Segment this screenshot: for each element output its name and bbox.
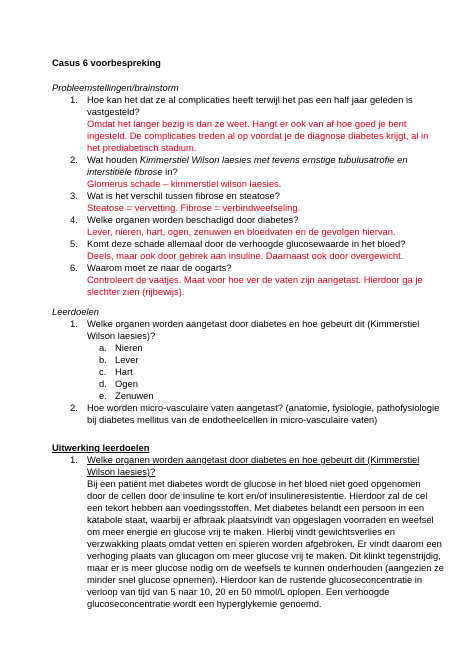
leerdoel-line: Welke organen worden aangetast door diabetes en hoe gebeurt dit (Kimmerstiel: [87, 318, 420, 329]
body-line: door de cellen door de insuline te kort en/of insulineresistentie. Hierdoor zal de cel: [87, 490, 428, 501]
brainstorm-answer-line: Controleert de vaatjes. Maat voor hoe ver de vaten zijn aangetast. Hierdoor ga je: [87, 274, 423, 285]
brainstorm-item-number: 4.: [70, 214, 78, 225]
brainstorm-answer-line: ingesteld. De complicaties treden al op voordat je de diagnose diabetes krijgt, al in: [87, 130, 429, 141]
sub-item-letter: a.: [99, 342, 107, 353]
body-line: een tekort hebben aan voedingsstoffen. Met diabetes belandt een persoon in een: [87, 502, 425, 513]
sub-item-letter: e.: [99, 390, 107, 401]
sub-item-text: Nieren: [115, 342, 143, 353]
body-line: Bij een patiënt met diabetes wordt de glucose in het bloed niet goed opgenomen: [87, 478, 421, 489]
sub-item-letter: d.: [99, 378, 107, 389]
sub-item-letter: c.: [99, 366, 107, 377]
brainstorm-question-line: vastgesteld?: [87, 106, 140, 117]
brainstorm-heading: Probleemstellingen/brainstorm: [52, 82, 179, 93]
uitwerking-heading: Uitwerking leerdoelen: [52, 442, 150, 453]
brainstorm-answer-line: het prediabetisch stadium.: [87, 142, 197, 153]
leerdoelen-heading: Leerdoelen: [52, 306, 99, 317]
leerdoel-line: Wilson laesies)?: [87, 330, 156, 341]
brainstorm-question-line: [87, 154, 408, 166]
sub-item-text: Ogen: [115, 378, 138, 389]
body-line: verloop van tijd van 5 naar 10, 20 en 50 mmol/L oplopen. Een verhoogde: [87, 586, 390, 597]
brainstorm-question-line: Komt deze schade allemaal door de verhoogde glucosewaarde in het bloed?: [87, 238, 406, 249]
brainstorm-item-number: 5.: [70, 238, 78, 249]
body-line: om meer energie en glucose vrij te maken. Hierbij vindt gewichtsverlies en: [87, 526, 395, 537]
body-line: verhoging plaats van glucagon om meer glucose vrij te maken. Dit klinkt tegenstrijdig,: [87, 550, 441, 561]
question-italic-text: Kimmerstiel Wilson laesies met tevens ernstige tubulusatrofie en: [139, 154, 408, 165]
uitwerking-question-line: Wilson laesies)?: [87, 466, 156, 477]
brainstorm-answer-line: Omdat het langer bezig is dan ze weet. Hangt er ook van af hoe goed je bent: [87, 118, 407, 129]
brainstorm-item-number: 3.: [70, 190, 78, 201]
leerdoel-number: 1.: [70, 318, 78, 329]
body-line: verzwakking plaats omdat vetten en spieren worden afgebroken. Er vindt daarom een: [87, 538, 442, 549]
leerdoel-line: Hoe worden micro-vasculaire vaten aangetast? (anatomie, fysiologie, pathofysiologie: [87, 402, 440, 413]
sub-item-text: Hart: [115, 366, 133, 377]
brainstorm-answer-line: slechter zien (rijbewijs).: [87, 286, 185, 297]
brainstorm-item-number: 1.: [70, 94, 78, 105]
brainstorm-question-line: Waarom moet ze naar de oogarts?: [87, 262, 232, 273]
brainstorm-question-line: [87, 166, 178, 178]
question-text: Wat houden: [87, 154, 140, 165]
question-text: in?: [162, 166, 178, 177]
uitwerking-question-line: Welke organen worden aangetast door diabetes en hoe gebeurt dit (Kimmerstiel: [87, 454, 420, 465]
brainstorm-item-number: 6.: [70, 262, 78, 273]
question-italic-text: interstitiële fibrose: [87, 166, 163, 177]
brainstorm-answer-line: Glomerus schade – kimmerstiel wilson laesies.: [87, 178, 282, 189]
uitwerking-number: 1.: [70, 454, 78, 465]
brainstorm-item-number: 2.: [70, 154, 78, 165]
brainstorm-answer-line: Deels, maar ook door gebrek aan insuline. Daarnaast ook door overgewicht.: [87, 250, 404, 261]
document-title: Casus 6 voorbespreking: [52, 57, 161, 68]
sub-item-text: Zenuwen: [115, 390, 154, 401]
body-line: katabole staat, waarbij er afbraak plaatsvindt van opgeslagen voorraden en weefsel: [87, 514, 434, 525]
sub-item-text: Lever: [115, 354, 139, 365]
leerdoel-number: 2.: [70, 402, 78, 413]
body-line: minder snel glucose opnemen). Hierdoor kan de rustende glucoseconcentratie in: [87, 574, 423, 585]
brainstorm-answer-line: Lever, nieren, hart, ogen, zenuwen en bloedvaten en de gevolgen hiervan.: [87, 226, 396, 237]
body-line: maar er is meer glucose nodig om de weefsels te kunnen onderhouden (aangezien ze: [87, 562, 444, 573]
leerdoel-line: bij diabetes mellitus van de endotheelcellen in micro-vasculaire vaten): [87, 414, 378, 425]
brainstorm-question-line: Wat is het verschil tussen fibrose en steatose?: [87, 190, 280, 201]
sub-item-letter: b.: [99, 354, 107, 365]
brainstorm-question-line: Welke organen worden beschadigd door diabetes?: [87, 214, 299, 225]
brainstorm-question-line: Hoe kan het dat ze al complicaties heeft terwijl het pas een half jaar geleden is: [87, 94, 413, 105]
brainstorm-answer-line: Steatose = vervetting. Fibrose = verbindweefseling.: [87, 202, 301, 213]
body-line: glucoseconcentratie wordt een hyperglykemie genoemd.: [87, 598, 322, 609]
